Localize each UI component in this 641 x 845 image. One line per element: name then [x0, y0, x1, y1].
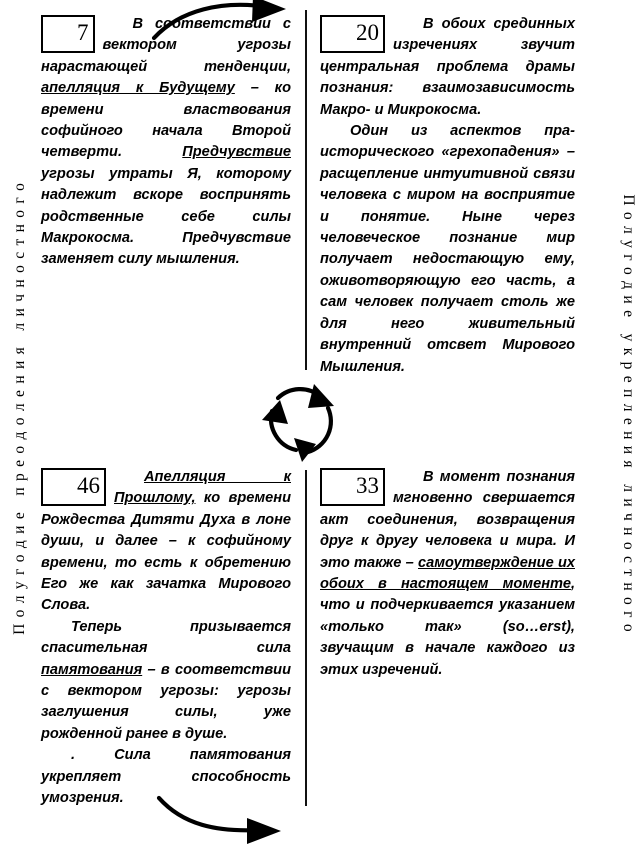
heading-char: и — [620, 498, 637, 507]
heading-char: у — [620, 240, 637, 248]
heading-char: П — [11, 623, 28, 635]
vertical-divider-bottom — [305, 470, 307, 806]
heading-char: с — [620, 555, 637, 563]
heading-char: о — [620, 211, 637, 220]
text-run-underline: памятования — [41, 661, 143, 678]
text-run: ко времени Рождества Дитяти Духа в лоне души, и далее – к софийному времени, то есть к обретению Его же как зачатка Мирового Слова. — [41, 490, 291, 614]
heading-char — [11, 337, 29, 341]
heading-char: о — [11, 265, 28, 273]
circular-cycle-arrow-icon — [258, 378, 348, 470]
heading-char: с — [11, 251, 28, 259]
text-run: Теперь призывается спасительная сила — [41, 618, 291, 657]
heading-char: т — [11, 238, 28, 246]
heading-char: у — [11, 581, 28, 590]
heading-char: л — [11, 595, 28, 604]
heading-char: е — [620, 375, 637, 383]
heading-char: о — [11, 554, 28, 563]
number-box-33: 33 — [320, 468, 385, 506]
heading-char: е — [11, 512, 28, 520]
heading-char: т — [620, 569, 637, 576]
paragraph — [41, 617, 291, 745]
text-block-top-right — [320, 14, 575, 378]
text-run: – ко времени властвования софийного начала Второй четверти. — [41, 80, 291, 161]
text-run-emphasis: апелляция к Будущему — [41, 80, 235, 97]
heading-char: н — [11, 279, 28, 288]
text-run: угрозы утраты Я, которому надлежит вскоре воспринять родственные себе силы Макрокосма. Предчувствие заменяет силу мышления. — [41, 165, 291, 268]
heading-char: о — [11, 445, 28, 454]
heading-char: л — [620, 484, 637, 492]
heading-char: л — [620, 226, 637, 234]
heading-char: п — [620, 389, 637, 398]
text-run: В соответствии с вектором угрозы нарастающей тенденции, — [41, 16, 291, 75]
heading-char: г — [620, 254, 637, 261]
text-run-emphasis: Апелляция к Прошлому, — [114, 469, 291, 507]
heading-char: р — [620, 361, 637, 370]
heading-char: ч — [11, 293, 28, 302]
heading-char: о — [11, 209, 28, 218]
paragraph — [41, 14, 291, 271]
text-block-bottom-left — [41, 467, 291, 810]
heading-char: н — [11, 224, 28, 233]
heading-char: н — [11, 375, 28, 384]
heading-char: л — [11, 403, 28, 412]
text-run-emphasis: самоутверждение их обоих в настоящем моменте — [320, 554, 575, 593]
heading-char — [619, 474, 637, 478]
heading-char: н — [620, 431, 637, 440]
paragraph — [320, 14, 575, 121]
number-box-20: 20 — [320, 15, 385, 53]
heading-char: П — [620, 194, 637, 206]
heading-char: о — [11, 609, 28, 618]
heading-char: е — [11, 459, 28, 467]
heading-char: о — [11, 183, 28, 191]
heading-char: к — [620, 347, 637, 356]
text-run: , что и подчеркивается указанием «только так» (so…erst), звучащим в начале каждого из этих изречений. — [320, 576, 575, 678]
heading-char: д — [11, 431, 28, 440]
heading-char: г — [11, 568, 28, 575]
text-run: – в соответствии с вектором угрозы: угрозы заглушения силы, уже рожденной ранее в душе. — [41, 661, 291, 742]
heading-char: р — [11, 473, 28, 481]
paragraph — [41, 467, 291, 617]
heading-char: о — [620, 541, 637, 550]
heading-char: я — [620, 460, 637, 468]
left-margin-heading — [11, 9, 29, 809]
heading-char: и — [11, 525, 28, 534]
heading-char: о — [620, 623, 637, 632]
heading-char: г — [620, 611, 637, 618]
text-run-underline: Предчувствие — [182, 144, 291, 161]
text-run: В обоих срединных изречениях звучит центральная проблема драмы познания: взаимозависимость Макро- и Микрокосма. — [320, 16, 575, 118]
heading-char: и — [11, 360, 28, 369]
heading-char: о — [11, 417, 28, 426]
heading-char: я — [11, 347, 28, 355]
paragraph — [41, 745, 291, 809]
text-block-bottom-right — [320, 467, 575, 681]
heading-char: о — [620, 267, 637, 275]
heading-char: л — [620, 403, 637, 412]
text-run: Один из аспектов пра-исторического «грехопадения» – расщепление интуитивной связи человека с миром на восприятие и понятие. Ныне через человеческое познание мир получает недостающую ему, оживотворяющую его часть, а сам человек получает столь же для него живительный внутренний отсвет Мирового Мышления. — [320, 123, 575, 375]
text-run: В момент познания мгновенно свершается акт соединения, возвращения друг к другу человека и мира. И это также – — [320, 469, 575, 571]
heading-char: е — [620, 417, 637, 425]
heading-char — [11, 502, 29, 506]
heading-char: и — [11, 308, 28, 317]
heading-char: г — [11, 197, 28, 204]
heading-char: и — [620, 445, 637, 455]
heading-char: о — [620, 597, 637, 605]
number-box-46: 46 — [41, 468, 106, 506]
text-block-top-left — [41, 14, 291, 271]
heading-char: е — [11, 390, 28, 397]
right-margin-heading — [619, 13, 637, 813]
number-box-7: 7 — [41, 15, 95, 53]
heading-char: и — [620, 295, 637, 304]
heading-char: у — [620, 333, 637, 342]
heading-char: л — [11, 322, 28, 331]
text-run: . Сила памятования укрепляет способность умозрения. — [41, 747, 291, 807]
heading-char: п — [11, 487, 28, 496]
heading-char: д — [620, 281, 637, 290]
heading-char — [619, 323, 637, 327]
paragraph — [320, 121, 575, 378]
heading-char: н — [620, 582, 637, 591]
vertical-divider-top — [305, 10, 307, 370]
heading-char: д — [11, 540, 28, 549]
heading-char: ч — [620, 512, 637, 521]
heading-char: н — [620, 527, 637, 536]
paragraph — [320, 467, 575, 681]
heading-char: е — [620, 310, 637, 317]
